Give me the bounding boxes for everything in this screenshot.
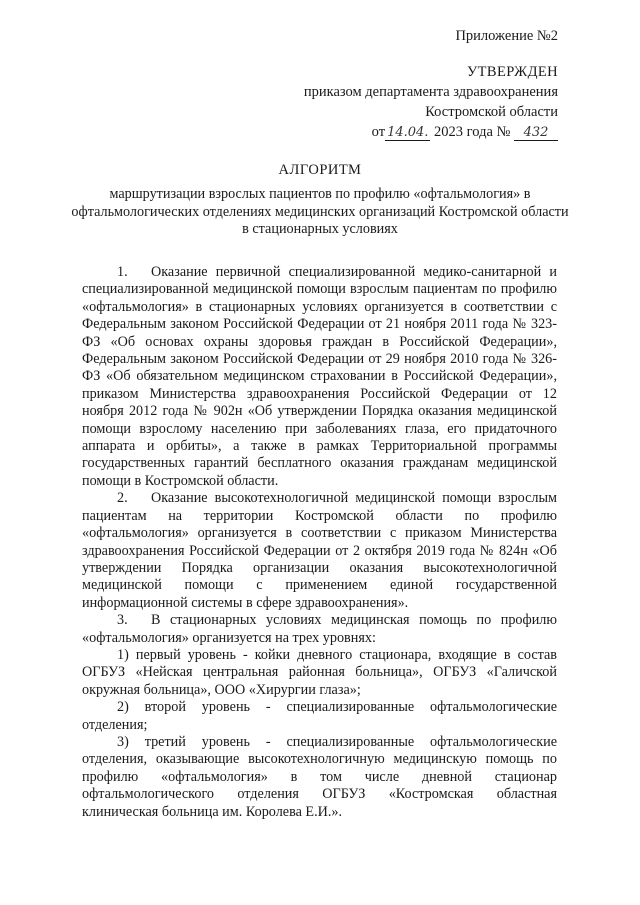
date-year: 2023 года — [434, 124, 493, 140]
paragraph-number: 2. — [117, 490, 128, 507]
level-item-1: 1) первый уровень - койки дневного стационара, входящие в состав ОГБУЗ «Нейская центральная районная больница», ОГБУЗ «Галичской окружная больница», ООО «Хирургии глаза»; — [82, 646, 557, 698]
paragraph-number: 1. — [117, 264, 128, 280]
handwritten-number: 432 — [514, 125, 558, 141]
order-line-1: приказом департамента здравоохранения — [303, 84, 558, 100]
level-item-2: 2) второй уровень - специализированные офтальмологические отделения; — [82, 699, 557, 733]
appendix-label: Приложение №2 — [455, 28, 558, 44]
approval-block — [258, 62, 558, 142]
document-body — [82, 264, 557, 821]
paragraph-1 — [82, 264, 557, 490]
order-date-line — [258, 122, 558, 142]
approved-label: УТВЕРЖДЕН — [466, 64, 558, 80]
paragraph-text: В стационарных условиях медицинская помощь по профилю «офтальмология» организуется на трех уровнях: — [82, 612, 557, 646]
order-line-2: Костромской области — [425, 104, 558, 120]
paragraph-text: Оказание высокотехнологичной медицинской помощи взрослым пациентам на территории Костромской области по профилю «офтальмология» организуется в соответствии с приказом Министерства здравоохранения Российской Федерации от 2 октября 2019 года № 824н «Об утверждении Порядка организации оказания высокотехнологичной медицинской помощи с применением единой государственной информационной системы в сфере здравоохранения». — [82, 490, 557, 611]
paragraph-number: 3. — [117, 612, 128, 629]
number-prefix: № — [496, 124, 511, 140]
document-subtitle: маршрутизации взрослых пациентов по профилю «офтальмология» в офтальмологических отделениях медицинских организаций Костромской области в стационарных условиях — [71, 186, 569, 238]
paragraph-text: Оказание первичной специализированной медико-санитарной и специализированной медицинской помощи взрослым пациентам по профилю «офтальмология» в стационарных условиях организуется в соответствии с Федеральным законом Российской Федерации от 21 ноября 2011 года № 323-ФЗ «Об основах охраны здоровья граждан в Российской Федерации», Федеральным законом Российской Федерации от 29 ноября 2010 года № 326-ФЗ «Об обязательном медицинском страховании в Российской Федерации», приказом Министерства здравоохранения Российской Федерации от 12 ноября 2012 года № 902н «Об утверждении Порядка оказания медицинской помощи взрослому населению при заболеваниях глаза, его придаточного аппарата и орбиты», а также в рамках Территориальной программы государственных гарантий бесплатного оказания гражданам медицинской помощи в Костромской области. — [82, 264, 557, 489]
level-item-3: 3) третий уровень - специализированные офтальмологические отделения, оказывающие высокотехнологичную медицинскую помощь по профилю «офтальмология» в том числе дневной стационар офтальмологического отделения ОГБУЗ «Костромская областная клиническая больница им. Королева Е.И.». — [82, 733, 557, 820]
document-title: АЛГОРИТМ — [278, 162, 362, 178]
date-prefix: от — [371, 124, 386, 140]
handwritten-date: 14.04. — [387, 125, 429, 140]
paragraph-3 — [82, 612, 557, 647]
paragraph-2 — [82, 490, 557, 612]
